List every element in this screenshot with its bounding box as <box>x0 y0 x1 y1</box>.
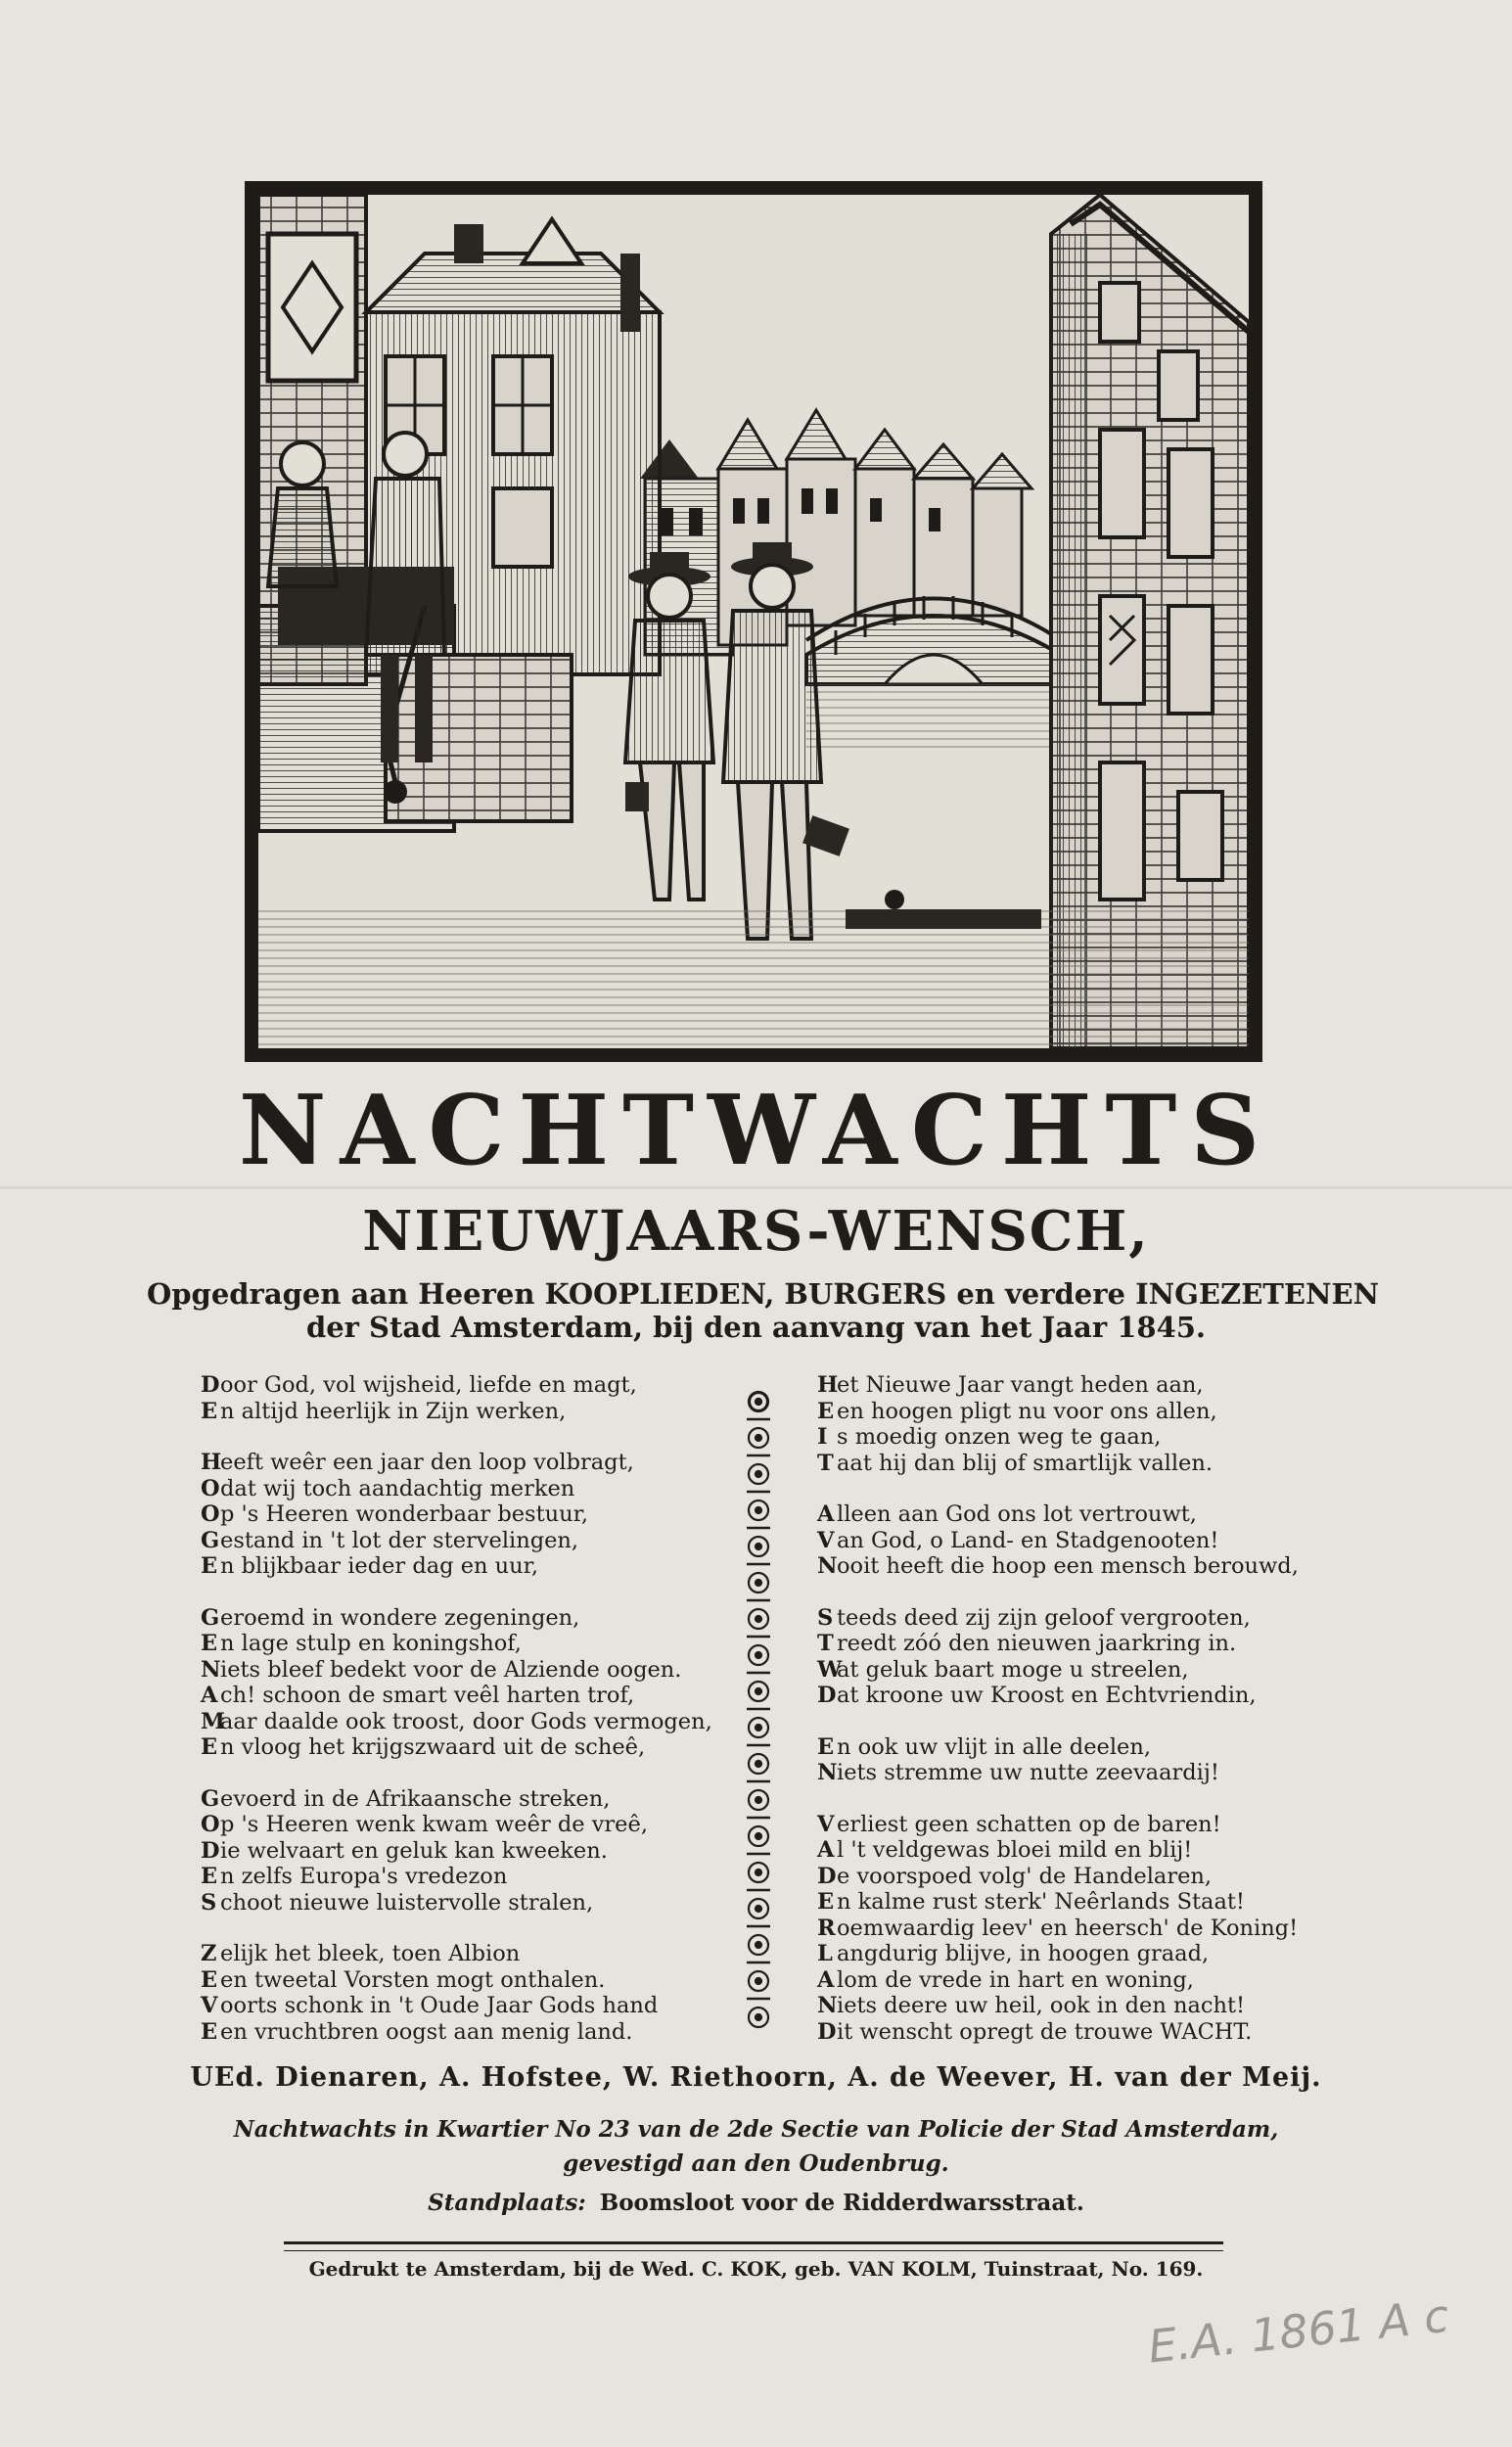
line-text: elijk het bleek, toen Albion <box>220 1941 521 1966</box>
poem-line <box>817 1916 1326 1942</box>
poem-line <box>817 1760 1326 1786</box>
line-text: n vloog het krijgszwaard uit de scheê, <box>220 1734 646 1760</box>
stanza <box>817 1501 1326 1580</box>
poem-line <box>817 1605 1326 1632</box>
footer-rule <box>284 2241 1223 2251</box>
acrostic-initial: E <box>817 1733 835 1760</box>
poem-line <box>817 1501 1326 1528</box>
line-text: iets bleef bedekt voor de Alziende oogen. <box>220 1656 682 1683</box>
stanza <box>201 1941 729 2045</box>
line-text: eroemd in wondere zegeningen, <box>220 1604 580 1631</box>
poem-line <box>201 1838 729 1865</box>
line-text: oorts schonk in 't Oude Jaar Gods hand <box>220 1993 659 2018</box>
acrostic-initial: Z <box>201 1941 217 1966</box>
district-line-2: gevestigd aan den Oudenbrug. <box>563 2150 949 2177</box>
line-text: e voorspoed volg' de Handelaren, <box>837 1863 1213 1889</box>
line-text: lom de vrede in hart en woning, <box>837 1966 1194 1993</box>
acrostic-initial: N <box>817 1760 838 1785</box>
acrostic-initial: V <box>201 1993 218 2018</box>
line-text: it wenscht opregt de trouwe WACHT. <box>837 2018 1253 2045</box>
acrostic-initial: N <box>201 1656 221 1683</box>
line-text: en vruchtbren oogst aan menig land. <box>220 2018 633 2045</box>
poem-line <box>817 1528 1326 1554</box>
acrostic-initial: H <box>817 1372 839 1398</box>
district-line-1: Nachtwachts in Kwartier No 23 van de 2de Sectie van Policie der Stad Amsterdam, <box>233 2116 1279 2143</box>
acrostic-initial: S <box>201 1889 217 1916</box>
poem-line <box>201 1993 729 2019</box>
poem-line <box>201 1967 729 1994</box>
stanza <box>817 1605 1326 1709</box>
line-text: en tweetal Vorsten mogt onthalen. <box>220 1966 606 1993</box>
acrostic-initial: A <box>817 1966 835 1993</box>
line-text: at kroone uw Kroost en Echtvriendin, <box>837 1683 1257 1708</box>
acrostic-initial: E <box>201 2018 218 2045</box>
acrostic-initial: V <box>817 1527 835 1553</box>
poem-line <box>817 1941 1326 1967</box>
line-text: et Nieuwe Jaar vangt heden aan, <box>837 1372 1204 1398</box>
street-scene-image <box>258 195 1249 1048</box>
poem-line <box>817 1451 1326 1477</box>
poem-line <box>201 1372 729 1399</box>
acrostic-initial: M <box>201 1708 225 1734</box>
poem-line <box>201 1864 729 1890</box>
acrostic-initial: T <box>817 1450 834 1476</box>
poem-line <box>817 1683 1326 1709</box>
acrostic-initial: E <box>201 1631 218 1656</box>
acrostic-initial: O <box>201 1812 220 1837</box>
acrostic-initial: E <box>201 1864 218 1889</box>
signers-line: UEd. Dienaren, A. Hofstee, W. Riethoorn, A. de Weever, H. van der Meij. <box>190 2062 1322 2093</box>
printer-imprint: Gedrukt te Amsterdam, bij de Wed. C. KOK, geb. VAN KOLM, Tuinstraat, No. 169. <box>308 2257 1204 2281</box>
pencil-inventory-mark <box>1140 2288 1451 2413</box>
line-text: n kalme rust sterk' Neêrlands Staat! <box>837 1889 1245 1915</box>
acrostic-initial: A <box>817 1837 835 1863</box>
acrostic-initial: O <box>201 1475 220 1501</box>
standplaats-value: Boomsloot voor de Ridderdwarsstraat. <box>599 2190 1084 2216</box>
poem-line <box>201 1734 729 1761</box>
line-text: estand in 't lot der stervelingen, <box>220 1527 579 1553</box>
poem-line <box>201 1528 729 1554</box>
poem-line <box>817 1837 1326 1864</box>
line-text: reedt zóó den nieuwen jaarkring in. <box>837 1631 1237 1656</box>
inventory-mark-text: E.A. 1861 A c <box>1145 2288 1451 2374</box>
poem-line <box>817 1864 1326 1890</box>
acrostic-initial: E <box>817 1398 835 1424</box>
poem-line <box>201 1786 729 1813</box>
line-text: erliest geen schatten op de baren! <box>837 1811 1221 1837</box>
acrostic-initial: O <box>201 1501 220 1527</box>
acrostic-initial: A <box>201 1683 218 1708</box>
line-text: iets deere uw heil, ook in den nacht! <box>837 1993 1246 2018</box>
line-text: aat hij dan blij of smartlijk vallen. <box>837 1450 1213 1476</box>
line-text: ooit heeft die hoop een mensch berouwd, <box>837 1553 1299 1579</box>
stanza <box>201 1450 729 1580</box>
main-title: NACHTWACHTS <box>238 1075 1274 1187</box>
line-text: angdurig blijve, in hoogen graad, <box>837 1941 1210 1966</box>
poem-line <box>201 1476 729 1502</box>
line-text: oor God, vol wijsheid, liefde en magt, <box>220 1372 637 1398</box>
line-text: an God, o Land- en Stadgenooten! <box>837 1527 1219 1553</box>
line-text: p 's Heeren wonderbaar bestuur, <box>220 1501 589 1527</box>
line-text: at geluk baart moge u streelen, <box>837 1656 1189 1683</box>
line-text: ie welvaart en geluk kan kweeken. <box>220 1837 608 1864</box>
district-note <box>176 2112 1336 2181</box>
line-text: lleen aan God ons lot vertrouwt, <box>837 1501 1197 1527</box>
poem-line <box>817 2019 1326 2046</box>
dedication-line-2: der Stad Amsterdam, bij den aanvang van het Jaar 1845. <box>305 1311 1207 1344</box>
acrostic-initial: T <box>817 1631 834 1656</box>
poem-left-column <box>201 1372 729 2070</box>
acrostic-initial: W <box>817 1656 843 1683</box>
line-text: choot nieuwe luistervolle stralen, <box>220 1889 594 1916</box>
line-text: n blijkbaar ieder dag en uur, <box>220 1553 539 1579</box>
line-text: s moedig onzen weg te gaan, <box>837 1424 1162 1450</box>
acrostic-initial: D <box>817 1683 837 1708</box>
woodcut-illustration <box>245 181 1262 1062</box>
poem-line <box>817 1424 1326 1451</box>
line-text: p 's Heeren wenk kwam weêr de vreê, <box>220 1812 648 1837</box>
poem-line <box>817 1812 1326 1838</box>
line-text: oemwaardig leev' en heersch' de Koning! <box>837 1915 1299 1941</box>
poem-line <box>817 1399 1326 1425</box>
acrostic-initial: N <box>817 1993 838 2018</box>
acrostic-initial: H <box>201 1450 222 1475</box>
poem-line <box>817 1657 1326 1684</box>
poem-line <box>201 1605 729 1632</box>
poem-line <box>201 1399 729 1425</box>
line-text: eeft weêr een jaar den loop volbragt, <box>220 1450 634 1475</box>
line-text: evoerd in de Afrikaansche streken, <box>220 1785 611 1812</box>
acrostic-initial: R <box>817 1915 836 1941</box>
acrostic-initial: G <box>201 1527 220 1553</box>
acrostic-initial: D <box>817 1863 837 1889</box>
line-text: n lage stulp en koningshof, <box>220 1631 522 1656</box>
acrostic-initial: N <box>817 1553 838 1579</box>
line-text: teeds deed zij zijn geloof vergrooten, <box>837 1604 1251 1631</box>
acrostic-initial: D <box>817 2018 837 2045</box>
dedication-line-1: Opgedragen aan Heeren KOOPLIEDEN, BURGERS en verdere INGEZETENEN <box>147 1277 1380 1311</box>
line-text: ch! schoon de smart veêl harten trof, <box>220 1683 635 1708</box>
stanza <box>201 1786 729 1916</box>
stanza <box>817 1812 1326 2046</box>
acrostic-initial: E <box>817 1889 835 1915</box>
poem-line <box>817 1372 1326 1399</box>
poem-line <box>817 1967 1326 1994</box>
poem-line <box>201 1631 729 1657</box>
acrostic-initial: E <box>201 1966 218 1993</box>
acrostic-initial: G <box>201 1604 220 1631</box>
stanza <box>201 1605 729 1761</box>
poem-line <box>817 1553 1326 1580</box>
poem-line <box>201 1890 729 1916</box>
central-ornament-border <box>739 1382 778 2043</box>
acrostic-initial: S <box>817 1604 834 1631</box>
acrostic-initial: L <box>817 1941 833 1966</box>
stanza <box>201 1372 729 1424</box>
line-text: n zelfs Europa's vredezon <box>220 1864 508 1889</box>
acrostic-initial: I <box>817 1424 828 1450</box>
poem-line <box>201 1553 729 1580</box>
poem-line <box>817 1993 1326 2019</box>
acrostic-initial: E <box>201 1398 218 1424</box>
poem-line <box>201 1683 729 1709</box>
poem-line <box>201 1812 729 1838</box>
line-text: n ook uw vlijt in alle deelen, <box>837 1733 1151 1760</box>
acrostic-initial: A <box>817 1501 835 1527</box>
line-text: dat wij toch aandachtig merken <box>220 1475 575 1501</box>
poem-line <box>201 1657 729 1684</box>
standplaats-label: Standplaats: <box>428 2190 586 2216</box>
acrostic-initial: D <box>201 1837 220 1864</box>
poem-line <box>201 1501 729 1528</box>
poem-right-column <box>817 1372 1326 2070</box>
acrostic-initial: D <box>201 1372 220 1398</box>
line-text: iets stremme uw nutte zeevaardij! <box>837 1760 1219 1785</box>
line-text: l 't veldgewas bloei mild en blij! <box>837 1837 1193 1863</box>
standplaats-line <box>0 2190 1512 2216</box>
subtitle: NIEUWJAARS-WENSCH, <box>362 1199 1150 1264</box>
poem-line <box>201 1941 729 1967</box>
poem-line <box>817 1631 1326 1657</box>
poem-line <box>201 2019 729 2046</box>
acrostic-initial: E <box>201 1734 218 1760</box>
line-text: n altijd heerlijk in Zijn werken, <box>220 1398 567 1424</box>
poem-line <box>201 1450 729 1476</box>
acrostic-initial: G <box>201 1785 220 1812</box>
poem-line <box>201 1709 729 1735</box>
acrostic-initial: V <box>817 1811 835 1837</box>
line-text: en hoogen pligt nu voor ons allen, <box>837 1398 1217 1424</box>
stanza <box>817 1372 1326 1476</box>
dedication <box>147 1277 1380 1344</box>
acrostic-initial: E <box>201 1553 218 1579</box>
poem-line <box>817 1734 1326 1761</box>
poem-line <box>817 1889 1326 1916</box>
line-text: aar daalde ook troost, door Gods vermogen, <box>220 1708 712 1734</box>
stanza <box>817 1734 1326 1786</box>
